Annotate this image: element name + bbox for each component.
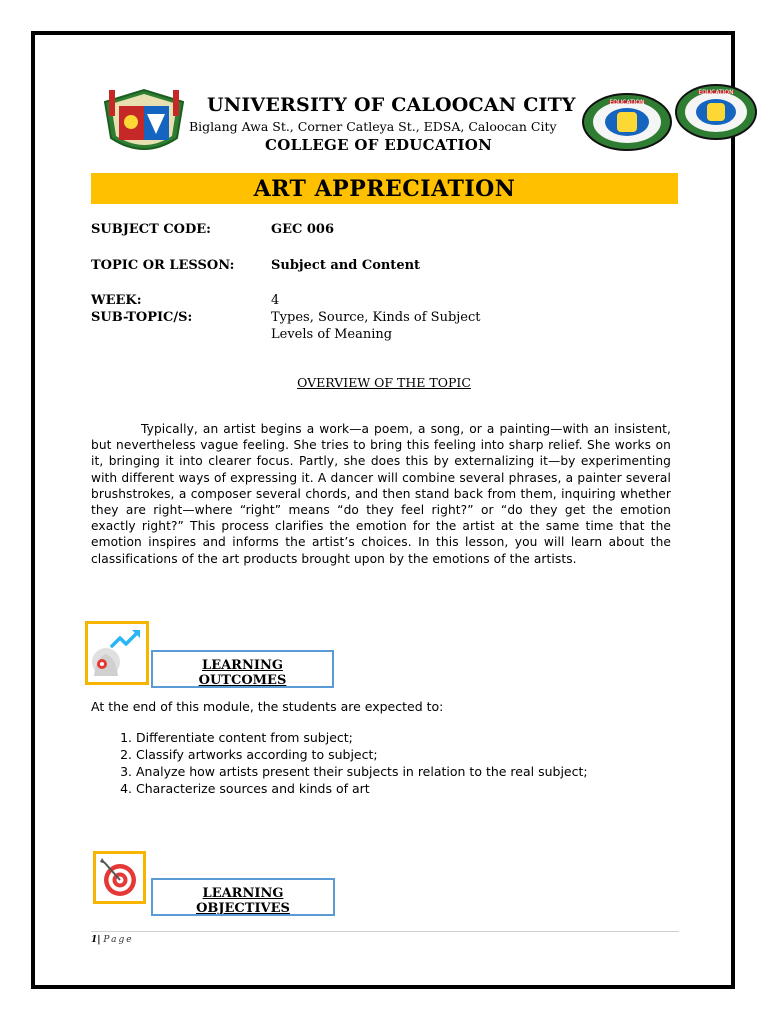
overview-paragraph: Typically, an artist begins a work—a poem, a song, or a painting—with an insistent, but nevertheless vague feeling. She tries to bring this feeling into sharp relief. She works on it, bringing it into clearer focus. Partly, she does this by externalizing it—by experimenting with different ways of expressing it. A dancer will combine several phrases, a painter several brushstrokes, a composer several chords, and then stand back from them, inquiring whether they are right—where “right” means “do they feel right?” or “do they get the emotion exactly right?” This process clarifies the emotion for the artist at the same time that the emotion inspires and informs the artist’s choices. In this lesson, you will learn about the classifications of the art products brought upon by the emotions of the artists. [91, 422, 671, 566]
growth-chart-icon [88, 624, 146, 682]
university-name: UNIVERSITY OF CALOOCAN CITY [207, 94, 576, 116]
learning-objectives-label-line2: OBJECTIVES [196, 901, 290, 916]
page-word: Page [103, 935, 134, 945]
learning-outcomes-label-box [151, 650, 334, 688]
subject-code-value: GEC 006 [271, 222, 335, 237]
list-item: 2. Classify artworks according to subject; [136, 746, 588, 763]
subtopic-label: SUB-TOPIC/S: [91, 310, 193, 325]
week-value: 4 [271, 293, 280, 308]
footer-divider [91, 931, 679, 932]
page-footer [91, 935, 134, 945]
learning-objectives-label-line1: LEARNING [202, 886, 284, 901]
list-item: 3. Analyze how artists present their subjects in relation to the real subject; [136, 763, 588, 780]
university-address: Biglang Awa St., Corner Catleya St., EDSA, Caloocan City [189, 119, 557, 134]
college-logo-right [674, 82, 758, 142]
topic-label: TOPIC OR LESSON: [91, 258, 235, 273]
college-logo-left [581, 92, 673, 152]
learning-outcomes-label-line2: OUTCOMES [198, 673, 287, 688]
topic-value: Subject and Content [271, 258, 421, 273]
target-icon [96, 854, 143, 901]
list-item: 4. Characterize sources and kinds of art [136, 780, 588, 797]
learning-objectives-icon-box [93, 851, 146, 904]
college-name: COLLEGE OF EDUCATION [265, 136, 493, 154]
list-item: 1. Differentiate content from subject; [136, 729, 588, 746]
page-number: 1 [91, 935, 98, 945]
outcomes-intro: At the end of this module, the students are expected to: [91, 699, 444, 714]
overview-heading: OVERVIEW OF THE TOPIC [297, 375, 471, 390]
page-separator: | [97, 935, 101, 945]
subtopic-line-1: Types, Source, Kinds of Subject [271, 310, 481, 325]
logo-left-text: EDUCATION [609, 99, 645, 106]
learning-outcomes-label-line1: LEARNING [202, 658, 283, 673]
learning-outcomes-icon-box [85, 621, 149, 685]
learning-objectives-label-box [151, 878, 335, 916]
subtopic-line-2: Levels of Meaning [271, 327, 393, 342]
outcomes-list [91, 729, 588, 797]
logo-right-text: EDUCATION [698, 89, 734, 96]
university-seal [97, 88, 191, 160]
course-title-bar: ART APPRECIATION [91, 173, 678, 204]
subject-code-label: SUBJECT CODE: [91, 222, 211, 237]
week-label: WEEK: [91, 293, 142, 308]
